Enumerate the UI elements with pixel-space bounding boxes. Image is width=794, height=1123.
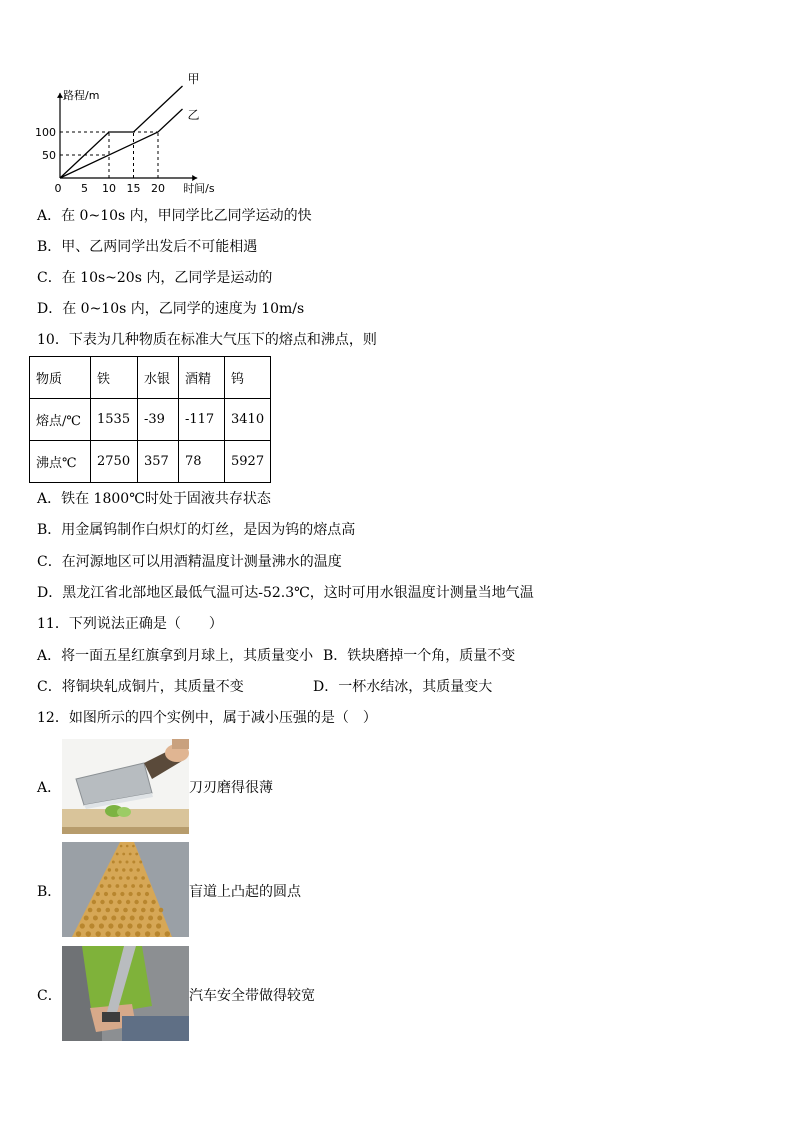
y-tick-label: 100 [35,126,56,139]
paving-dot [132,861,135,864]
paving-dot [134,876,138,880]
paving-dot [120,892,124,896]
paving-dot [147,923,152,928]
table-cell: 2750 [91,441,138,483]
x-tick-label: 0 [54,182,62,195]
paving-dot [96,892,100,896]
table-cell: 1535 [91,399,138,441]
paving-dot [123,908,128,913]
y-axis-label: 路程/m [63,88,100,102]
paving-dot [105,931,110,936]
y-tick-label: 50 [42,149,56,162]
paving-dot [165,931,170,936]
paving-dot [126,900,130,904]
paving-dot [112,861,115,864]
paving-dot [100,884,104,888]
paving-dot [99,923,104,928]
paving-dot [80,923,85,928]
paving-dot [131,884,135,888]
x-tick-label: 5 [81,182,88,195]
table-cell: 铁 [91,357,138,399]
paving-dot [104,876,108,880]
paving-dot [120,845,123,848]
table-cell: -39 [138,399,179,441]
paving-dot [143,900,147,904]
q12-option-c-text: 汽车安全带做得较宽 [189,988,315,1004]
series-line-yi [60,109,183,178]
q10-option-b: B．用金属钨制作白炽灯的灯丝，是因为钨的熔点高 [37,522,356,538]
paving-dot [129,892,133,896]
paving-dot [129,853,132,856]
paving-dot [104,892,108,896]
q12-option-b-text: 盲道上凸起的圆点 [189,884,301,900]
paving-dot [111,916,116,921]
table-row [30,441,271,483]
paving-dot [156,923,161,928]
paving-dot [96,931,101,936]
q9-option-c: C．在 10s~20s 内，乙同学是运动的 [37,270,273,286]
distance-time-chart [35,72,218,195]
paving-dot [157,916,162,921]
paving-dot [89,923,94,928]
paving-dot [119,861,122,864]
q12-option-a-label: A． [37,780,62,796]
q12-option-c-label: C． [37,988,62,1004]
q9-option-a: A．在 0~10s 内，甲同学比乙同学运动的快 [37,208,312,224]
paving-dot [145,931,150,936]
paving-dot [111,876,115,880]
paving-dot [122,853,125,856]
table-cell: 钨 [225,357,271,399]
paving-dot [88,908,93,913]
paving-dot [132,908,137,913]
q11-option-d: D．一杯水结冰，其质量变大 [313,679,493,695]
paving-dot [97,908,102,913]
paving-dot [100,900,104,904]
paving-dot [147,884,151,888]
table-cell: 78 [179,441,225,483]
x-tick-label: 10 [102,182,116,195]
series-label: 甲 [187,72,200,86]
paving-dot [126,845,129,848]
paving-dot [159,908,164,913]
table-cell: 物质 [30,357,91,399]
table-row [30,357,271,399]
q9-option-d: D．在 0~10s 内，乙同学的速度为 10m/s [37,301,305,317]
x-axis-label: 时间/s [183,182,215,195]
table-cell: 3410 [225,399,271,441]
paving-dot [139,916,144,921]
q11-option-a: A．将一面五星红旗拿到月球上，其质量变小 [37,648,314,664]
paving-dot [137,923,142,928]
q11-option-b: B．铁块磨掉一个角，质量不变 [323,648,516,664]
paving-dot [92,900,96,904]
paving-dot [141,876,145,880]
paving-dot [115,868,118,871]
q12-option-b-label: B． [37,884,62,900]
paving-dot [132,845,135,848]
paving-dot [102,916,107,921]
series-label: 乙 [187,108,200,122]
paving-dot [127,923,132,928]
paving-dot [93,916,98,921]
paving-dot [118,923,123,928]
paving-dot [114,908,119,913]
paving-dot [130,916,135,921]
q10-option-a: A．铁在 1800℃时处于固液共存状态 [37,491,271,507]
q12-option-a-text: 刀刃磨得很薄 [189,780,273,796]
q11-stem: 11．下列说法正确是（ ） [37,616,223,632]
paving-dot [150,908,155,913]
paving-dot [123,884,127,888]
paving-dot [139,861,142,864]
table-cell: 水银 [138,357,179,399]
paving-dot [121,916,126,921]
table-cell: 357 [138,441,179,483]
paving-dot [108,868,111,871]
paving-dot [106,908,111,913]
paving-dot [139,884,143,888]
table-cell: 沸点℃ [30,441,91,483]
table-cell: 酒精 [179,357,225,399]
paving-dot [125,931,130,936]
paving-dot [76,931,81,936]
paving-dot [126,861,129,864]
x-axis-arrow [192,175,197,181]
paving-dot [109,900,113,904]
paving-dot [135,853,138,856]
paving-dot [129,868,132,871]
paving-dot [137,868,140,871]
table-cell: 5927 [225,441,271,483]
paving-dot [122,868,125,871]
paving-dot [145,892,149,896]
paving-dot [116,853,119,856]
x-tick-label: 20 [151,182,165,195]
paving-dot [137,892,141,896]
paving-dot [135,931,140,936]
tactile-paving-image [62,842,189,937]
paving-dot [108,923,113,928]
paving-dot [148,916,153,921]
paving-dot [141,908,146,913]
x-tick-label: 15 [126,182,141,195]
table-cell: 熔点/℃ [30,399,91,441]
seat-belt-image [62,946,189,1041]
melting-boiling-table [29,356,271,483]
paving-dot [126,876,130,880]
q10-option-c: C．在河源地区可以用酒精温度计测量沸水的温度 [37,554,342,570]
paving-dot [116,884,120,888]
q12-stem: 12．如图所示的四个实例中，属于减小压强的是（ ） [37,710,377,726]
q11-option-c: C．将铜块轧成铜片，其质量不变 [37,679,244,695]
paving-dot [86,931,91,936]
paving-dot [119,876,123,880]
paving-dot [84,916,89,921]
table-row [30,399,271,441]
q9-option-b: B．甲、乙两同学出发后不可能相遇 [37,239,258,255]
q10-stem: 10．下表为几种物质在标准大气压下的熔点和沸点，则 [37,332,377,348]
paving-dot [115,931,120,936]
paving-dot [112,892,116,896]
q10-option-d: D．黑龙江省北部地区最低气温可达-52.3℃，这时可用水银温度计测量当地气温 [37,585,534,601]
paving-dot [108,884,112,888]
knife-cutting-image [62,739,189,834]
paving-dot [134,900,138,904]
paving-dot [117,900,121,904]
paving-dot [151,900,155,904]
table-cell: -117 [179,399,225,441]
paving-dot [155,931,160,936]
